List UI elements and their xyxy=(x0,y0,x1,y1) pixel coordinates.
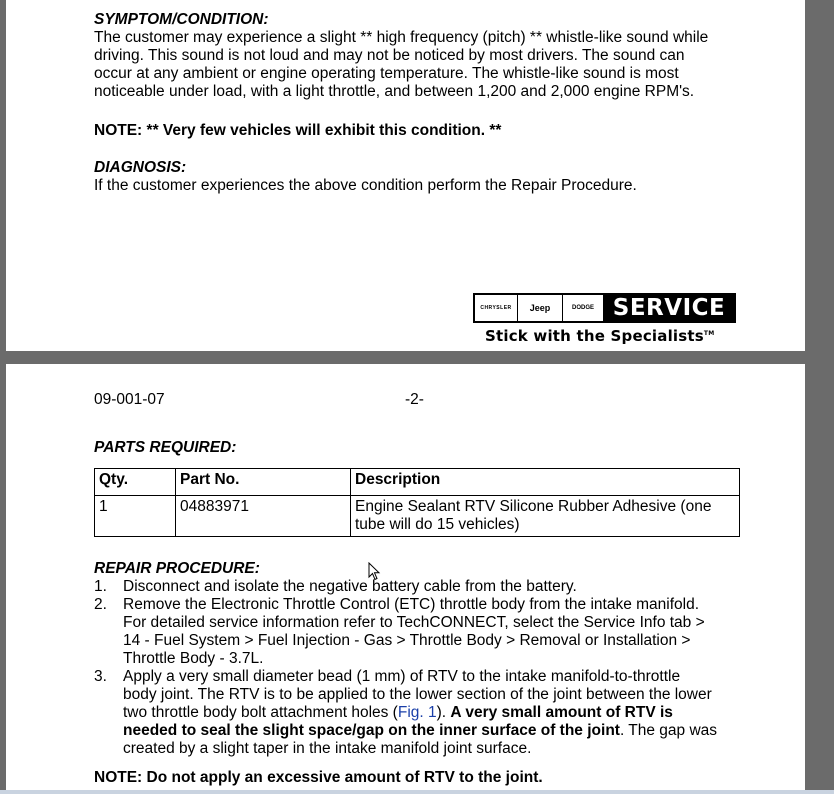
column-header: Part No. xyxy=(176,469,351,496)
parts-heading: PARTS REQUIRED: xyxy=(94,439,237,456)
service-wordmark: SERVICE xyxy=(612,295,726,321)
document-page-1 xyxy=(6,0,805,351)
step-text: ). xyxy=(436,704,451,721)
note-excess-rtv: NOTE: Do not apply an excessive amount of RTV to the joint. xyxy=(94,769,543,786)
tagline-text: Stick with the Specialists xyxy=(485,327,704,345)
part-cell: 04883971 xyxy=(176,496,351,537)
step-number: 3. xyxy=(94,668,107,685)
symptom-line: driving. This sound is not loud and may not be noticed by most drivers. The sound can xyxy=(94,47,685,64)
column-header: Description xyxy=(351,469,740,496)
step-bold-text: A very small amount of RTV is xyxy=(450,704,673,721)
service-logo xyxy=(473,293,736,323)
diagnosis-text: If the customer experiences the above condition perform the Repair Procedure. xyxy=(94,177,637,194)
qty-cell: 1 xyxy=(95,496,176,537)
step-bold-text: needed to seal the slight space/gap on the inner surface of the joint xyxy=(123,722,620,739)
column-header: Qty. xyxy=(95,469,176,496)
figure-link[interactable]: Fig. 1 xyxy=(397,704,437,721)
step-line: created by a slight taper in the intake manifold joint surface. xyxy=(123,740,532,757)
trademark: TM xyxy=(703,330,715,337)
diagnosis-heading: DIAGNOSIS: xyxy=(94,159,187,176)
logo-tagline xyxy=(485,327,714,345)
jeep-logo: Jeep xyxy=(518,295,563,321)
step-line: Throttle Body - 3.7L. xyxy=(123,650,264,667)
mouse-cursor-icon xyxy=(368,562,382,582)
desc-line: tube will do 15 vehicles) xyxy=(355,516,520,533)
step-line: Disconnect and isolate the negative battery cable from the battery. xyxy=(123,578,577,595)
parts-table xyxy=(94,468,740,537)
step-line: 14 - Fuel System > Fuel Injection - Gas > Throttle Body > Removal or Installation > xyxy=(123,632,691,649)
step-line: body joint. The RTV is to be applied to the lower section of the joint between the lower xyxy=(123,686,712,703)
dodge-logo: DODGE xyxy=(563,295,604,321)
step-line: For detailed service information refer to TechCONNECT, select the Service Info tab > xyxy=(123,614,705,631)
note-line xyxy=(94,122,501,140)
step-line: Apply a very small diameter bead (1 mm) of RTV to the intake manifold-to-throttle xyxy=(123,668,681,685)
table-header-row xyxy=(95,469,740,496)
symptom-line: noticeable under load, with a light throttle, and between 1,200 and 2,000 engine RPM's. xyxy=(94,83,695,100)
step-text: . The gap was xyxy=(619,722,718,739)
repair-heading: REPAIR PROCEDURE: xyxy=(94,560,260,577)
step-line xyxy=(123,704,717,722)
chrysler-logo: CHRYSLER xyxy=(475,295,518,321)
desc-cell xyxy=(351,496,740,537)
page-number: -2- xyxy=(405,391,424,408)
step-number: 2. xyxy=(94,596,107,613)
symptom-line: The customer may experience a slight ** high frequency (pitch) ** whistle-like sound while xyxy=(94,29,709,46)
document-page-2 xyxy=(6,364,805,794)
desc-line: Engine Sealant RTV Silicone Rubber Adhesive (one xyxy=(355,498,712,515)
symptom-paragraph xyxy=(94,29,774,101)
step-number: 1. xyxy=(94,578,107,595)
symptom-heading: SYMPTOM/CONDITION: xyxy=(94,11,269,28)
step-line: Remove the Electronic Throttle Control (ETC) throttle body from the intake manifold. xyxy=(123,596,700,613)
symptom-line: occur at any ambient or engine operating temperature. The whistle-like sound is most xyxy=(94,65,679,82)
note-text: ** Very few vehicles will exhibit this condition. ** xyxy=(146,122,502,139)
doc-number: 09-001-07 xyxy=(94,391,165,408)
step-text: two throttle body bolt attachment holes ( xyxy=(123,704,398,721)
viewer-scroll-area[interactable] xyxy=(806,0,834,794)
step-line xyxy=(123,722,717,740)
table-row xyxy=(95,496,740,537)
note-label: NOTE: xyxy=(94,122,143,139)
viewer-bottom-edge xyxy=(0,790,834,794)
